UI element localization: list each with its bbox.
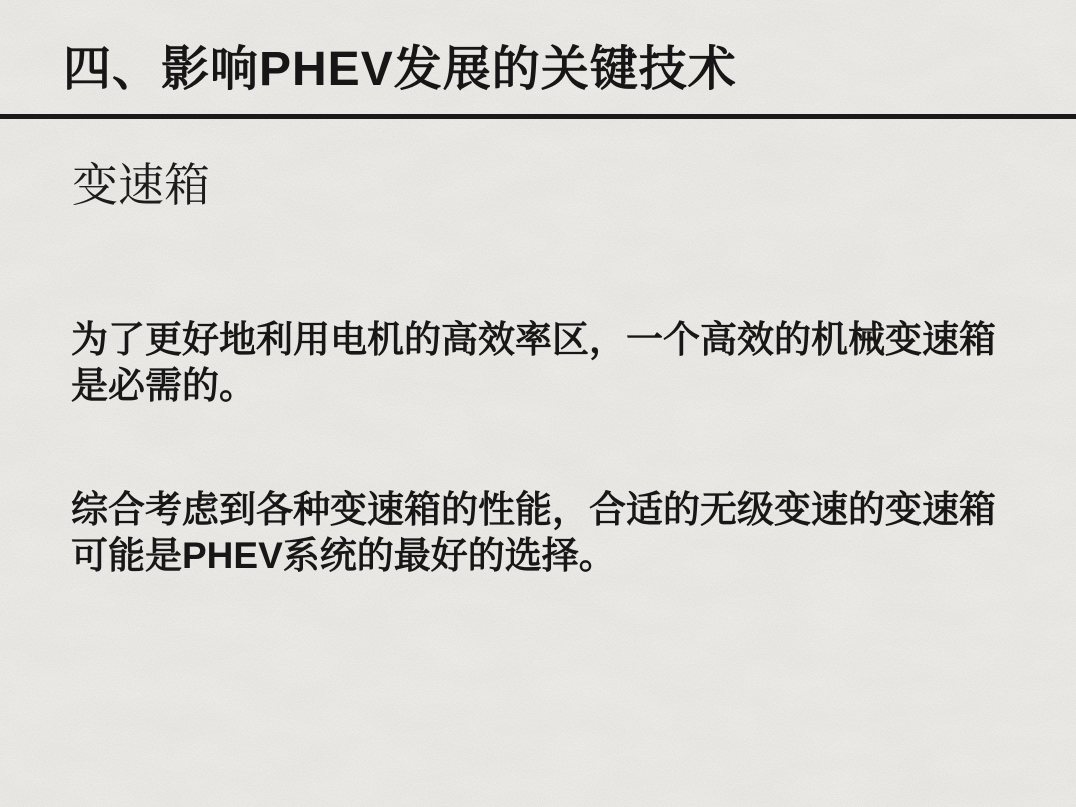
title-divider — [0, 114, 1076, 119]
section-heading: 变速箱 — [72, 160, 210, 211]
text-line: 是必需的。 — [71, 365, 256, 406]
text-line: 为了更好地利用电机的高效率区，一个高效的机械变速箱 — [71, 319, 996, 360]
body-paragraph-2 — [71, 487, 996, 579]
body-paragraph-1 — [71, 317, 996, 409]
text-line: 综合考虑到各种变速箱的性能，合适的无级变速的变速箱 — [71, 489, 996, 530]
slide-title: 四、影响PHEV发展的关键技术 — [63, 43, 737, 96]
text-line: 可能是PHEV系统的最好的选择。 — [71, 535, 616, 576]
